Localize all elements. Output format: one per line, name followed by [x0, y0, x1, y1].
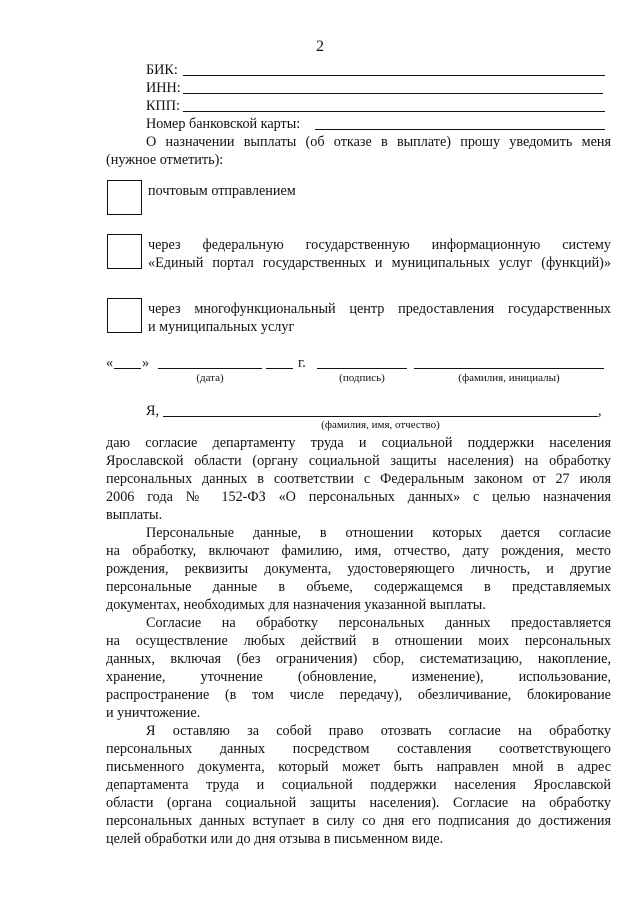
consent-line: 2006 года № 152-ФЗ «О персональных данных» с целью назначения: [106, 489, 611, 505]
consent-line: персональных данных в соответствии с Федеральным законом от 27 июля: [106, 471, 611, 487]
card-field-line[interactable]: [315, 129, 605, 130]
paragraph-line: и уничтожение.: [106, 705, 201, 721]
paragraph-line: персональные данные в объеме, содержащемся в представляемых: [106, 579, 611, 595]
paragraph-line: рождения, реквизиты документа, удостоверяющего личность, и другие: [106, 561, 611, 577]
bik-field-line[interactable]: [183, 75, 605, 76]
option-gosuslugi: [148, 236, 611, 272]
paragraph-line: документах, необходимых для назначения указанной выплаты.: [106, 597, 486, 613]
bik-label: БИК:: [146, 62, 178, 78]
paragraph-line: Персональные данные, в отношении которых дается согласие: [146, 525, 611, 541]
paragraph-line: области (органа социальной защиты населения). Согласие на обработку: [106, 795, 611, 811]
option-mfc-line: через многофункциональный центр предоставления государственных: [148, 301, 611, 317]
paragraph-line: письменного документа, который может быть направлен мной в адрес: [106, 759, 611, 775]
option-post-label: почтовым отправлением: [148, 183, 296, 199]
name-initials-caption: (фамилия, инициалы): [458, 372, 560, 384]
page-number: 2: [316, 38, 324, 55]
inn-field-line[interactable]: [183, 93, 603, 94]
consent-text: [106, 434, 611, 848]
option-post: [148, 182, 611, 200]
paragraph-line: персональных данных вступает в силу со дня его подписания до достижения: [106, 813, 611, 829]
paragraph-line: распространение (в том числе передачу), обезличивание, блокирование: [106, 687, 611, 703]
paragraph-line: целей обработки или до дня отзыва в письменном виде.: [106, 831, 444, 847]
paragraph-line: Я оставляю за собой право отозвать согласие на обработку: [146, 723, 611, 739]
date-day-line[interactable]: [114, 368, 141, 369]
consent-comma: ,: [598, 403, 602, 419]
consent-ya: Я,: [146, 403, 160, 419]
signature-line[interactable]: [317, 368, 407, 369]
checkbox-mfc[interactable]: [107, 298, 142, 333]
paragraph-line: персональных данных посредством составления соответствующего: [106, 741, 611, 757]
notify-line: (нужное отметить):: [106, 152, 224, 168]
consent-fio-caption: (фамилия, имя, отчество): [321, 419, 440, 431]
checkbox-post[interactable]: [107, 180, 142, 215]
year-suffix: г.: [298, 355, 306, 371]
kpp-field-line[interactable]: [183, 111, 605, 112]
paragraph-line: данных, включая (без ограничения) сбор, систематизацию, накопление,: [106, 651, 611, 667]
date-caption: (дата): [196, 372, 224, 384]
date-quote-open: «: [106, 355, 114, 371]
consent-line: даю согласие департаменту труда и социальной поддержки населения: [106, 435, 611, 451]
option-gosuslugi-line: через федеральную государственную информационную систему: [148, 237, 611, 253]
paragraph-line: департамента труда и социальной поддержки населения Ярославской: [106, 777, 611, 793]
checkbox-gosuslugi[interactable]: [107, 234, 142, 269]
option-gosuslugi-line: «Единый портал государственных и муниципальных услуг (функций)»: [148, 255, 611, 271]
date-month-line[interactable]: [158, 368, 262, 369]
signature-caption: (подпись): [339, 372, 385, 384]
notify-line: О назначении выплаты (об отказе в выплате) прошу уведомить меня: [146, 134, 611, 150]
consent-line: выплаты.: [106, 507, 163, 523]
inn-label: ИНН:: [146, 80, 181, 96]
consent-fio-line[interactable]: [163, 416, 598, 417]
option-mfc: [148, 300, 611, 336]
name-initials-line[interactable]: [414, 368, 604, 369]
consent-line: Ярославской области (органу социальной защиты населения) на обработку: [106, 453, 611, 469]
paragraph-line: на осуществление любых действий в отношении моих персональных: [106, 633, 611, 649]
option-mfc-line: и муниципальных услуг: [148, 319, 295, 335]
paragraph-line: на обработку, включают фамилию, имя, отчество, дату рождения, место: [106, 543, 611, 559]
paragraph-line: Согласие на обработку персональных данных предоставляется: [146, 615, 611, 631]
date-quote-close: »: [142, 355, 150, 371]
paragraph-line: хранение, уточнение (обновление, изменение), использование,: [106, 669, 611, 685]
notify-text: [106, 133, 611, 169]
kpp-label: КПП:: [146, 98, 180, 114]
date-year-line[interactable]: [266, 368, 293, 369]
card-label: Номер банковской карты:: [146, 116, 301, 132]
